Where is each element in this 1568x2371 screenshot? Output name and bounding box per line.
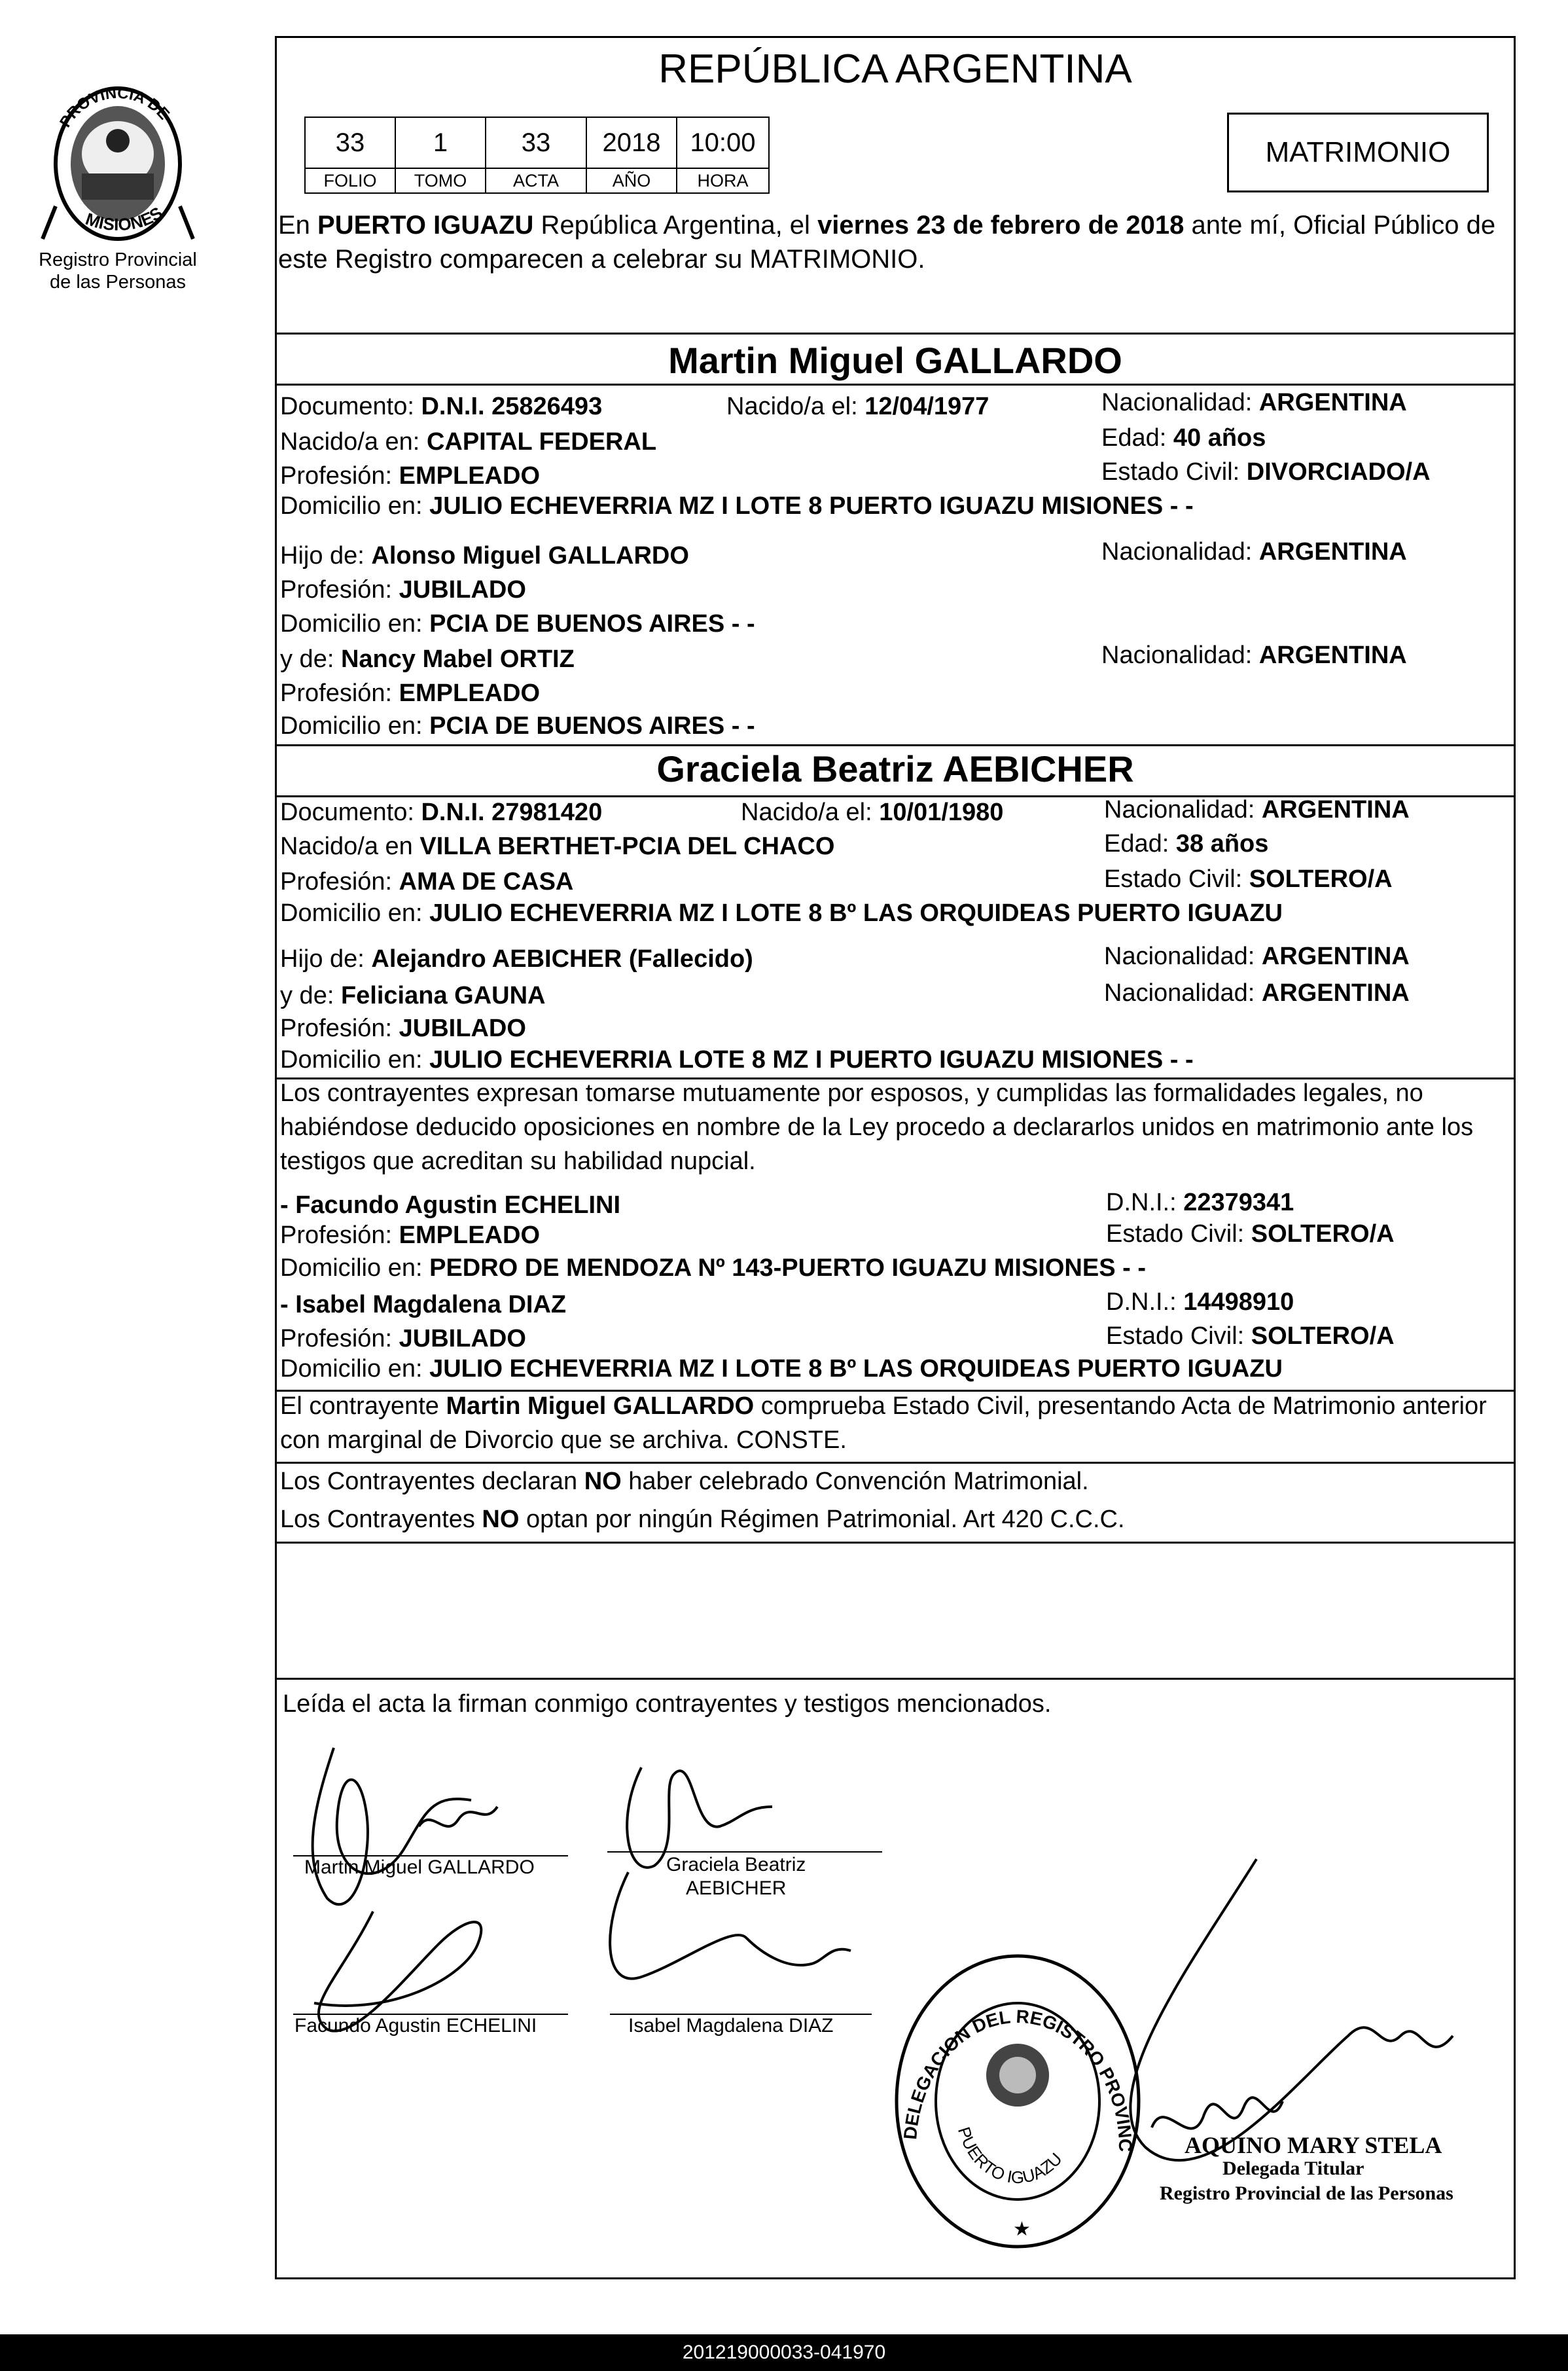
svg-text:PROVINCIA DE: PROVINCIA DE [56,84,173,131]
intro-date: viernes 23 de febrero de 2018 [817,211,1185,240]
spouse1-nationality: Nacionalidad: ARGENTINA [1101,389,1407,416]
spouse2-mother-address: Domicilio en: JULIO ECHEVERRIA LOTE 8 MZ I PUERTO IGUAZU MISIONES - - [280,1046,1194,1074]
witness2-civil-status: Estado Civil: SOLTERO/A [1106,1322,1395,1350]
ano-value: 2018 [586,117,677,169]
witness2-profession: Profesión: JUBILADO [280,1325,526,1352]
divider [275,384,1516,386]
act-type: MATRIMONIO [1265,136,1451,168]
spouse2-profession: Profesión: AMA DE CASA [280,868,574,896]
official-name: AQUINO MARY STELA [1185,2132,1442,2158]
witness2-address: Domicilio en: JULIO ECHEVERRIA MZ I LOTE 8 Bº LAS ORQUIDEAS PUERTO IGUAZU [280,1355,1283,1383]
spouse2-father: Hijo de: Alejandro AEBICHER (Fallecido) [280,945,753,973]
tomo-value: 1 [395,117,486,169]
document-id-bar [0,2334,1568,2371]
spouse1-mother-address: Domicilio en: PCIA DE BUENOS AIRES - - [280,712,755,740]
registry-caption: Registro Provincial de las Personas [39,249,197,293]
spouse1-name: Martin Miguel GALLARDO [668,340,1122,381]
signature-label-spouse1: Martin Miguel GALLARDO [304,1856,535,1878]
spouse1-mother-profession: Profesión: EMPLEADO [280,679,541,707]
spouse2-mother-nationality: Nacionalidad: ARGENTINA [1104,979,1410,1007]
divider [275,1462,1516,1464]
act-type-box [1227,113,1489,192]
signature-label-spouse2b: AEBICHER [686,1877,787,1899]
signature-label-witness2: Isabel Magdalena DIAZ [628,2015,834,2036]
spouse2-name: Graciela Beatriz AEBICHER [656,748,1134,789]
spouse2-birthplace: Nacido/a en VILLA BERTHET-PCIA DEL CHACO [280,833,835,860]
spouse2-father-nationality: Nacionalidad: ARGENTINA [1104,943,1410,970]
acta-label: ACTA [485,168,587,194]
hora-label: HORA [676,168,770,194]
convention-line1: Los Contrayentes declaran NO haber celebrado Convención Matrimonial. [280,1468,1089,1495]
spouse1-father-profession: Profesión: JUBILADO [280,576,526,604]
folio-label: FOLIO [304,168,396,194]
spouse2-mother: y de: Feliciana GAUNA [280,982,546,1009]
spouse1-civil-status: Estado Civil: DIVORCIADO/A [1101,458,1431,486]
witness1-dni: D.N.I.: 22379341 [1106,1189,1294,1216]
country-title: REPÚBLICA ARGENTINA [658,46,1132,92]
witness2-name: - Isabel Magdalena DIAZ [280,1291,567,1318]
witness1-civil-status: Estado Civil: SOLTERO/A [1106,1220,1395,1248]
provincial-seal-logo [36,75,200,245]
official-title: Delegada Titular [1222,2158,1364,2179]
signature-label-witness1: Facundo Agustin ECHELINI [294,2015,537,2036]
spouse1-father: Hijo de: Alonso Miguel GALLARDO [280,542,689,570]
spouse2-address: Domicilio en: JULIO ECHEVERRIA MZ I LOTE 8 Bº LAS ORQUIDEAS PUERTO IGUAZU [280,899,1283,927]
tomo-label: TOMO [395,168,486,194]
svg-text:DELEGACION DEL REGISTRO PROVIN: DELEGACION DEL REGISTRO PROVINC [900,2006,1136,2152]
spouse2-age: Edad: 38 años [1104,830,1269,858]
svg-text:★: ★ [1013,2218,1031,2241]
spouse2-documento: Documento: D.N.I. 27981420 [280,799,603,826]
official-org: Registro Provincial de las Personas [1160,2182,1453,2204]
civil-status-note: El contrayente Martin Miguel GALLARDO comprueba Estado Civil, presentando Acta de Matrimonio anterior con marginal de Divorcio que se archiva. CONSTE. [280,1392,1487,1454]
divider [275,744,1516,746]
spouse1-birthplace: Nacido/a en: CAPITAL FEDERAL [280,428,657,456]
document-id: 201219000033-041970 [682,2342,886,2363]
folio-value: 33 [304,117,396,169]
witness1-profession: Profesión: EMPLEADO [280,1222,541,1249]
spouse1-birthdate: Nacido/a el: 12/04/1977 [726,393,989,420]
spouse1-father-nationality: Nacionalidad: ARGENTINA [1101,538,1407,566]
spouse1-profession: Profesión: EMPLEADO [280,462,541,490]
spouse1-father-address: Domicilio en: PCIA DE BUENOS AIRES - - [280,610,755,638]
spouse2-civil-status: Estado Civil: SOLTERO/A [1104,865,1393,893]
acta-value: 33 [485,117,587,169]
spouse1-documento: Documento: D.N.I. 25826493 [280,393,603,420]
closing-text: Leída el acta la firman conmigo contrayentes y testigos mencionados. [283,1690,1052,1718]
signature-label-spouse2a: Graciela Beatriz [666,1854,806,1875]
witness1-address: Domicilio en: PEDRO DE MENDOZA Nº 143-PUERTO IGUAZU MISIONES - - [280,1254,1146,1282]
hora-value: 10:00 [676,117,770,169]
intro-place: PUERTO IGUAZU [317,211,534,240]
spouse1-mother: y de: Nancy Mabel ORTIZ [280,645,575,673]
intro-paragraph: En PUERTO IGUAZU República Argentina, el viernes 23 de febrero de 2018 ante mí, Oficial Público de este Registro comparecen a celebrar su MATRIMONIO. [278,211,1496,274]
spouse1-address: Domicilio en: JULIO ECHEVERRIA MZ I LOTE 8 PUERTO IGUAZU MISIONES - - [280,492,1194,520]
spouse1-age: Edad: 40 años [1101,424,1266,452]
declaration-paragraph: Los contrayentes expresan tomarse mutuamente por esposos, y cumplidas las formalidades legales, no habiéndose deducido oposiciones en nombre de la Ley procedo a declararlos unidos en matrimonio ante los testigos que acreditan su habilidad nupcial. [280,1079,1474,1175]
witness1-name: - Facundo Agustin ECHELINI [280,1191,621,1219]
ano-label: AÑO [586,168,677,194]
svg-text:MISIONES: MISIONES [82,202,166,235]
registry-stamp [890,1951,1145,2252]
spouse2-nationality: Nacionalidad: ARGENTINA [1104,796,1410,824]
spouse1-mother-nationality: Nacionalidad: ARGENTINA [1101,642,1407,669]
spouse2-mother-profession: Profesión: JUBILADO [280,1015,526,1042]
witness2-dni: D.N.I.: 14498910 [1106,1288,1294,1316]
divider [275,333,1516,335]
signature-line-2 [607,1851,882,1853]
divider [275,1678,1516,1680]
convention-line2: Los Contrayentes NO optan por ningún Régimen Patrimonial. Art 420 C.C.C. [280,1506,1125,1533]
divider [275,1542,1516,1544]
spouse2-birthdate: Nacido/a el: 10/01/1980 [741,799,1004,826]
svg-text:PUERTO IGUAZU: PUERTO IGUAZU [953,2124,1066,2188]
